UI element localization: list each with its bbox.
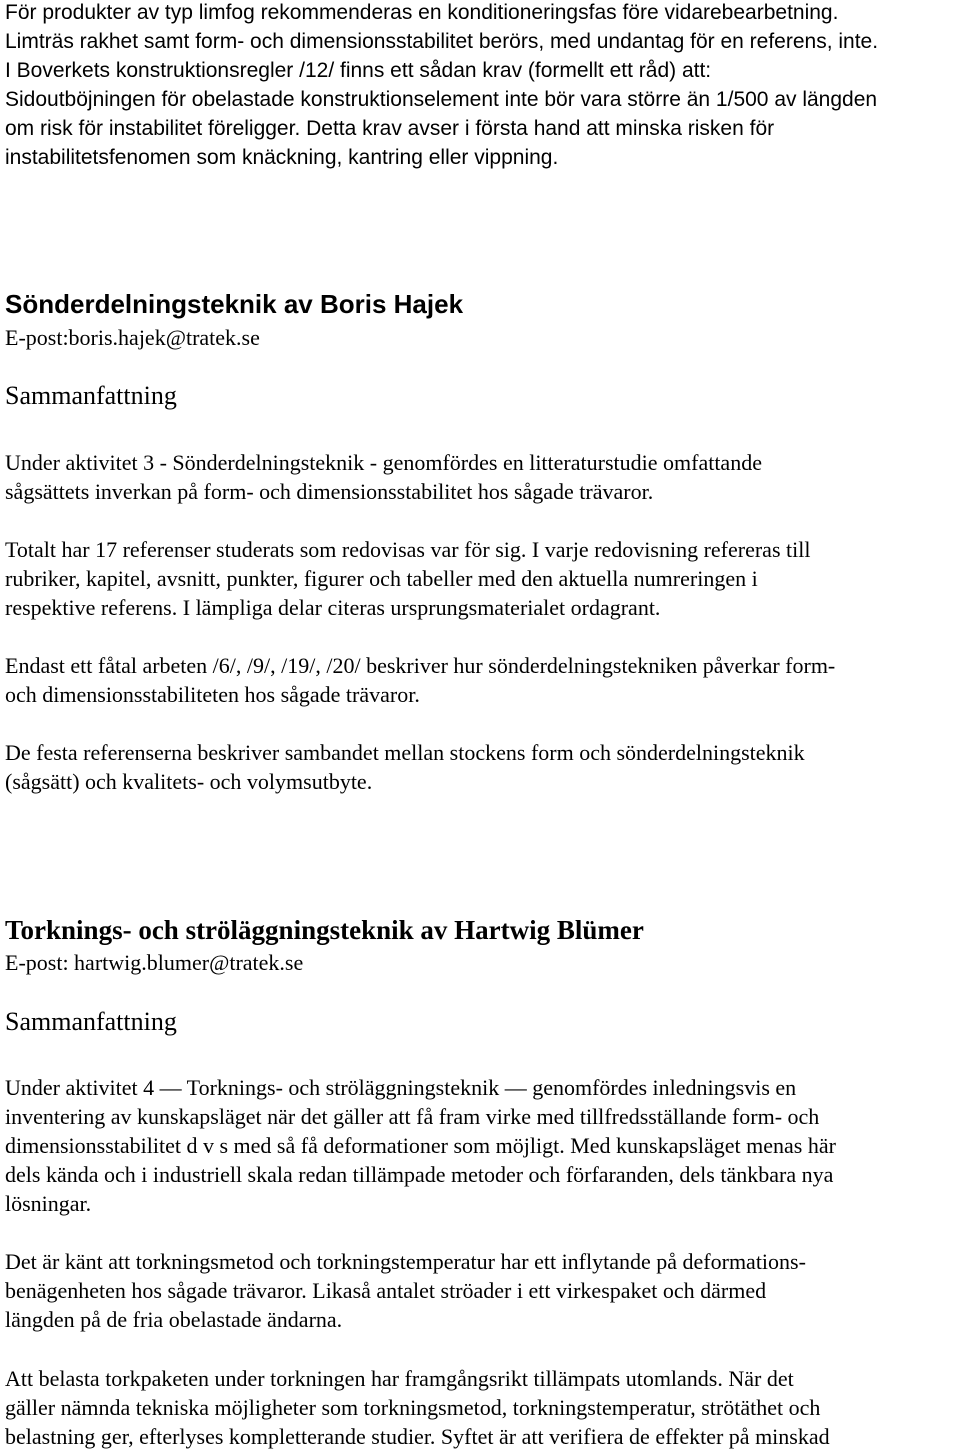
paragraph-line: dimensionsstabilitet d v s med så få deformationer som möjligt. Med kunskapsläget menas här — [5, 1133, 836, 1158]
paragraph-line: belastning ger, efterlyses kompletterande studier. Syftet är att verifiera de effekter på minskad — [5, 1424, 830, 1449]
paragraph-line: inventering av kunskapsläget när det gäller att få fram virke med tillfredsställande form- och — [5, 1104, 820, 1129]
paragraph-line: Det är känt att torkningsmetod och torkningstemperatur har ett inflytande på deformations- — [5, 1249, 806, 1274]
paragraph-line: Under aktivitet 3 - Sönderdelningsteknik - genomfördes en litteraturstudie omfattande — [5, 450, 762, 475]
paragraph-line: Totalt har 17 referenser studerats som redovisas var för sig. I varje redovisning refereras till — [5, 537, 811, 562]
paragraph-line: sågsättets inverkan på form- och dimensionsstabilitet hos sågade trävaror. — [5, 479, 654, 504]
intro-line: Limträs rakhet samt form- och dimensionsstabilitet berörs, med undantag för en referens, inte. — [5, 30, 879, 53]
paragraph-line: dels kända och i industriell skala redan tillämpade metoder och förfaranden, dels tänkbara nya — [5, 1162, 834, 1187]
summary-heading: Sammanfattning — [5, 381, 177, 410]
paragraph-line: benägenheten hos sågade trävaror. Likaså antalet ströader i ett virkespaket och därmed — [5, 1278, 767, 1303]
section-title: Torknings- och ströläggningsteknik av Hartwig Blümer — [5, 915, 644, 945]
paragraph-line: (sågsätt) och kvalitets- och volymsutbyte. — [5, 769, 373, 794]
intro-line: I Boverkets konstruktionsregler /12/ finns ett sådan krav (formellt ett råd) att: — [5, 59, 712, 82]
summary-heading: Sammanfattning — [5, 1007, 177, 1036]
paragraph-line: De festa referenserna beskriver sambandet mellan stockens form och sönderdelningsteknik — [5, 740, 805, 765]
paragraph-line: Under aktivitet 4 — Torknings- och ströläggningsteknik — genomfördes inledningsvis en — [5, 1075, 797, 1100]
paragraph-line: Endast ett fåtal arbeten /6/, /9/, /19/, /20/ beskriver hur sönderdelningstekniken påverkar form- — [5, 653, 836, 678]
paragraph-line: Att belasta torkpaketen under torkningen har framgångsrikt tillämpats utomlands. När det — [5, 1366, 794, 1391]
intro-line: instabilitetsfenomen som knäckning, kantring eller vippning. — [5, 146, 559, 169]
paragraph-line: gäller nämnda tekniska möjligheter som torkningsmetod, torkningstemperatur, strötäthet och — [5, 1395, 821, 1420]
paragraph-line: lösningar. — [5, 1191, 92, 1216]
section-title: Sönderdelningsteknik av Boris Hajek — [5, 289, 464, 319]
paragraph-line: respektive referens. I lämpliga delar citeras ursprungsmaterialet ordagrant. — [5, 595, 661, 620]
intro-line: Sidoutböjningen för obelastade konstruktionselement inte bör vara större än 1/500 av längden — [5, 88, 878, 111]
intro-line: om risk för instabilitet föreligger. Detta krav avser i första hand att minska risken för — [5, 117, 775, 140]
paragraph-line: rubriker, kapitel, avsnitt, punkter, figurer och tabeller med den aktuella numreringen i — [5, 566, 758, 591]
paragraph-line: och dimensionsstabiliteten hos sågade trävaror. — [5, 682, 420, 707]
author-email: E-post: hartwig.blumer@tratek.se — [5, 950, 304, 975]
author-email: E-post:boris.hajek@tratek.se — [5, 325, 260, 350]
intro-line: För produkter av typ limfog rekommenderas en konditioneringsfas före vidarebearbetning. — [5, 1, 839, 24]
paragraph-line: längden på de fria obelastade ändarna. — [5, 1307, 343, 1332]
